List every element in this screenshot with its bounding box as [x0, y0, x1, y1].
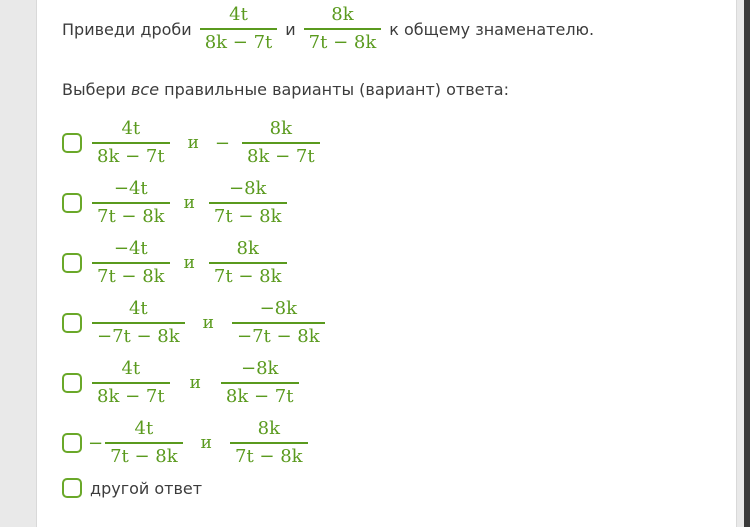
fraction-numerator: −8k — [259, 298, 298, 320]
fraction-denominator: 8k − 7t — [97, 385, 165, 407]
question-prefix: Приведи дроби — [62, 19, 192, 39]
instruction-text — [62, 80, 509, 99]
fraction-denominator: 8k − 7t — [247, 145, 315, 167]
instruction-after: правильные варианты (вариант) ответа: — [159, 80, 509, 99]
fraction-denominator: −7t − 8k — [237, 325, 320, 347]
fraction-numerator: 8k — [236, 238, 259, 260]
answer-option-2[interactable] — [62, 174, 291, 232]
answer-option-1[interactable] — [62, 114, 324, 172]
option-fraction-a — [92, 240, 170, 285]
fraction-denominator: 7t − 8k — [213, 205, 282, 227]
fraction-numerator: −4t — [113, 178, 148, 200]
fraction-denominator: 7t − 8k — [308, 31, 377, 53]
option-fraction-a — [92, 300, 185, 345]
option-checkbox[interactable] — [62, 193, 82, 213]
option-conjunction: и — [202, 313, 214, 333]
question-suffix: к общему знаменателю. — [389, 19, 595, 39]
option-fraction-b — [230, 420, 308, 465]
fraction-numerator: 4t — [128, 298, 148, 320]
answer-option-3[interactable] — [62, 234, 291, 292]
fraction-numerator: 8k — [269, 118, 292, 140]
fraction-denominator: 8k − 7t — [225, 385, 294, 407]
option-conjunction: и — [183, 253, 195, 273]
fraction-denominator: 7t − 8k — [97, 265, 165, 287]
fraction-denominator: 7t − 8k — [235, 445, 303, 467]
instruction-emphasis: все — [130, 80, 160, 99]
fraction-numerator: −4t — [113, 238, 148, 260]
option-conjunction: и — [189, 373, 201, 393]
fraction-numerator: 4t — [121, 118, 141, 140]
answer-option-4[interactable] — [62, 294, 329, 352]
fraction-numerator: −8k — [240, 358, 279, 380]
option-checkbox[interactable] — [62, 478, 82, 498]
option-minus-sign: − — [88, 432, 104, 454]
option-checkbox[interactable] — [62, 313, 82, 333]
option-checkbox[interactable] — [62, 373, 82, 393]
fraction-denominator: 8k − 7t — [97, 145, 165, 167]
option-checkbox[interactable] — [62, 133, 82, 153]
fraction-denominator: 7t − 8k — [110, 445, 178, 467]
option-fraction-b — [209, 180, 287, 225]
question-conjunction: и — [285, 19, 296, 39]
option-conjunction: и — [200, 433, 213, 453]
option-minus-sign: − — [214, 132, 231, 154]
answer-option-other[interactable] — [62, 459, 202, 517]
fraction-denominator: 8k − 7t — [204, 31, 273, 53]
fraction-numerator: 4t — [121, 358, 141, 380]
question-fraction-2 — [304, 6, 382, 51]
question-statement — [62, 0, 594, 58]
fraction-denominator: 7t − 8k — [97, 205, 165, 227]
option-checkbox[interactable] — [62, 433, 82, 453]
option-fraction-b — [209, 240, 287, 285]
option-fraction-a — [92, 360, 170, 405]
option-conjunction: и — [183, 193, 195, 213]
window-edge — [744, 0, 750, 527]
option-other-label: другой ответ — [90, 478, 203, 498]
fraction-numerator: 8k — [257, 418, 280, 440]
question-fraction-1 — [200, 6, 278, 51]
fraction-numerator: 4t — [229, 4, 248, 26]
fraction-denominator: 7t − 8k — [213, 265, 282, 287]
option-conjunction: и — [187, 133, 199, 153]
option-fraction-a — [92, 120, 170, 165]
fraction-numerator: 4t — [134, 418, 154, 440]
option-checkbox[interactable] — [62, 253, 82, 273]
option-fraction-b — [221, 360, 299, 405]
option-fraction-b — [242, 120, 320, 165]
answer-option-5[interactable] — [62, 354, 303, 412]
fraction-denominator: −7t − 8k — [97, 325, 180, 347]
fraction-numerator: −8k — [228, 178, 267, 200]
instruction-before: Выбери — [62, 80, 131, 99]
fraction-numerator: 8k — [331, 4, 354, 26]
option-fraction-b — [232, 300, 325, 345]
option-fraction-a — [92, 180, 170, 225]
